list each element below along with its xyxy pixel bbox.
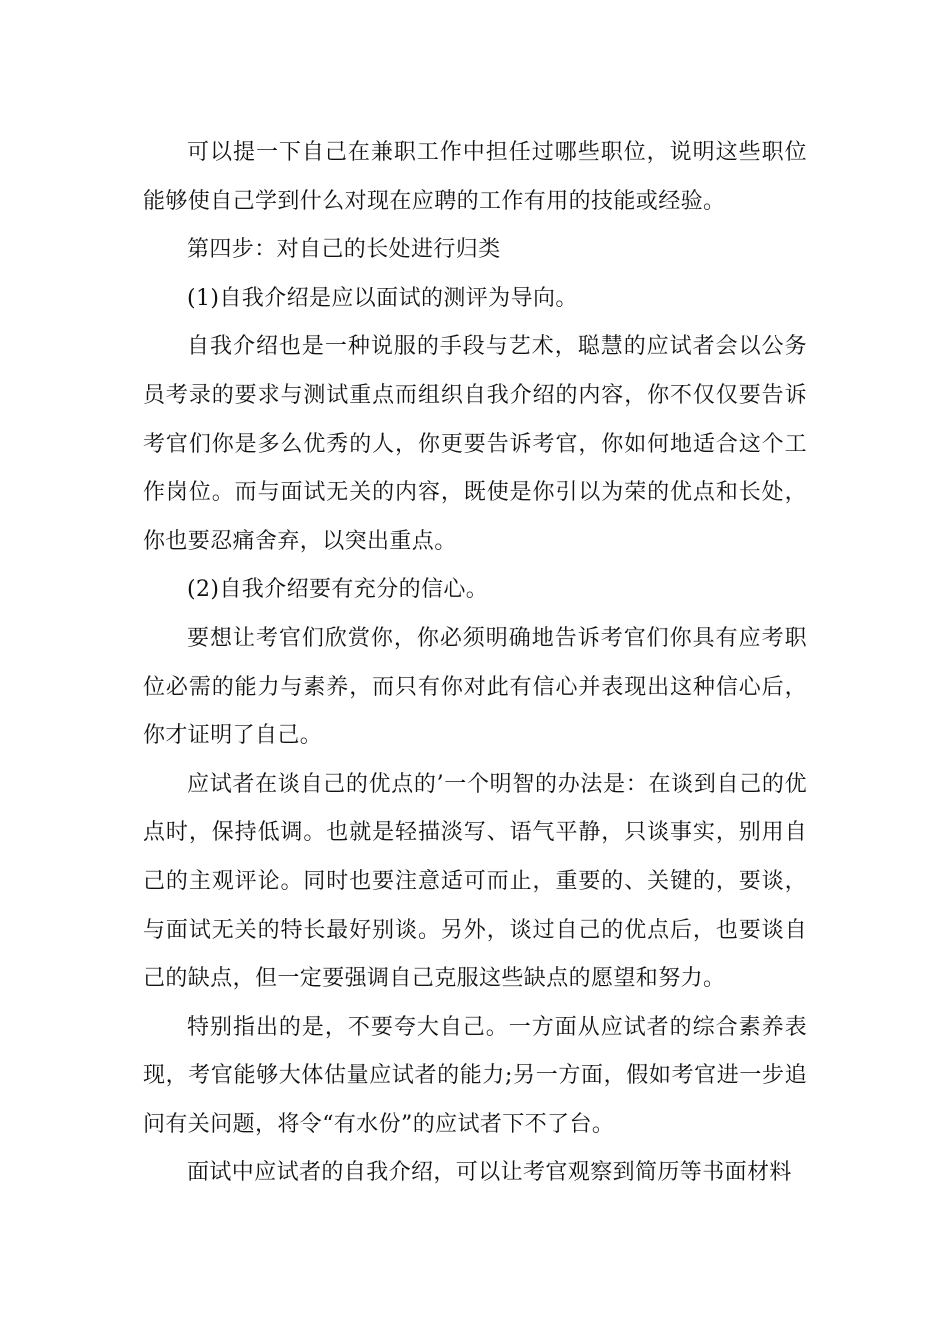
heading-step-four: 第四步：对自己的长处进行归类: [187, 237, 501, 263]
heading-point-1: (1)自我介绍是应以面试的测评为导向。: [187, 285, 578, 311]
paragraph-no-exaggeration: 特别指出的是，不要夸大自己。一方面从应试者的综合素养表现，考官能够大体估量应试者的能力;另一方面，假如考官进一步追问有关问题，将令“有水份”的应试者下不了台。: [143, 1014, 807, 1137]
document-body: [143, 129, 807, 1198]
paragraph-self-intro-observation: 面试中应试者的自我介绍，可以让考官观察到简历等书面材料: [187, 1160, 792, 1186]
heading-point-2: (2)自我介绍要有充分的信心。: [187, 577, 489, 603]
paragraph-persuasion-art: 自我介绍也是一种说服的手段与艺术，聪慧的应试者会以公务员考录的要求与测试重点而组织自我介绍的内容，你不仅仅要告诉考官们你是多么优秀的人，你更要告诉考官，你如何地适合这个工作岗位。而与面试无关的内容，既使是你引以为荣的优点和长处，你也要忍痛舍弃，以突出重点。: [143, 334, 807, 554]
paragraph-strengths-low-key: 应试者在谈自己的优点的’一个明智的办法是：在谈到自己的优点时，保持低调。也就是轻描淡写、语气平静，只谈事实，别用自己的主观评论。同时也要注意适可而止，重要的、关键的，要谈，与面试无关的特长最好别谈。另外，谈过自己的优点后，也要谈自己的缺点，但一定要强调自己克服这些缺点的愿望和努力。: [143, 771, 807, 992]
paragraph-confidence: 要想让考官们欣赏你，你必须明确地告诉考官们你具有应考职位必需的能力与素养，而只有你对此有信心并表现出这种信心后，你才证明了自己。: [143, 625, 807, 749]
paragraph-part-time-positions: 可以提一下自己在兼职工作中担任过哪些职位，说明这些职位能够使自己学到什么对现在应聘的工作有用的技能或经验。: [143, 140, 807, 214]
